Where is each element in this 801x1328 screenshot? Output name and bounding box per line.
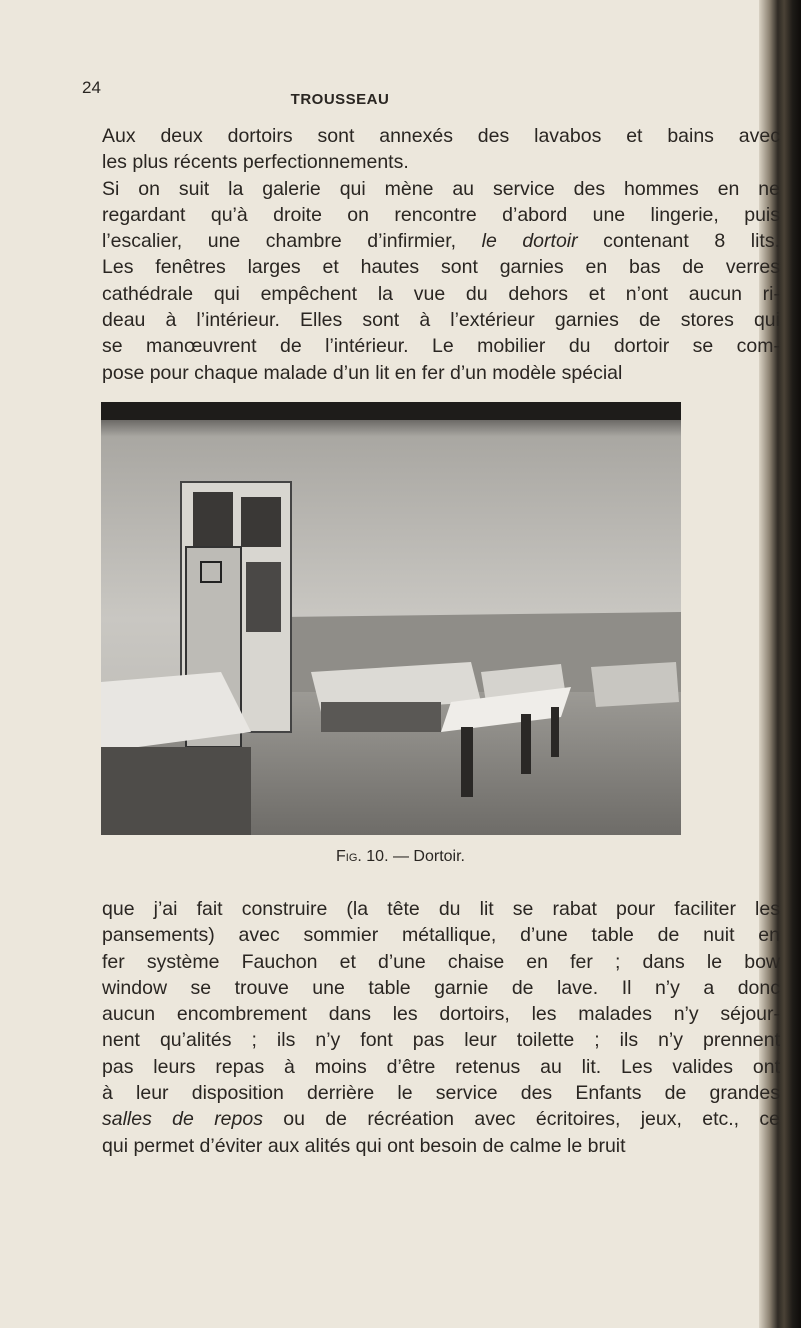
- running-title: TROUSSEAU: [290, 91, 390, 108]
- text-line: pansements) avec sommier métallique, d’une table de nuit en: [102, 924, 780, 947]
- text-line: fer système Fauchon et d’une chaise en fer ; dans le bow: [102, 950, 780, 973]
- text-line: les plus récents perfectionnements.: [102, 151, 409, 174]
- text-line: se manœuvrent de l’intérieur. Le mobilier du dortoir se com-: [102, 335, 780, 358]
- paragraph-2: [102, 896, 780, 1159]
- dormitory-photo: [101, 402, 681, 835]
- text-line: cathédrale qui empêchent la vue du dehors et n’ont aucun ri-: [102, 282, 780, 305]
- text-line: nent qu’alités ; ils n’y font pas leur toilette ; ils n’y prennent: [102, 1029, 780, 1052]
- text-line: l’escalier, une chambre d’infirmier, le dortoir contenant 8 lits.: [102, 230, 780, 253]
- figure-caption: [0, 848, 801, 866]
- figure-label: Fig. 10.: [336, 848, 389, 865]
- text-line: pose pour chaque malade d’un lit en fer d’un modèle spécial: [102, 361, 623, 384]
- text-line: qui permet d’éviter aux alités qui ont besoin de calme le bruit: [102, 1134, 626, 1157]
- paragraph-1: [102, 123, 780, 386]
- text-line: Si on suit la galerie qui mène au service des hommes en ne: [102, 177, 780, 200]
- text-line: salles de repos ou de récréation avec écritoires, jeux, etc., ce: [102, 1108, 780, 1131]
- text-line: à leur disposition derrière le service des Enfants de grandes: [102, 1082, 780, 1105]
- text-line: window se trouve une table garnie de lave. Il n’y a donc: [102, 976, 780, 999]
- text-line: Les fenêtres larges et hautes sont garnies en bas de verres: [102, 256, 780, 279]
- text-line: que j’ai fait construire (la tête du lit se rabat pour faciliter les: [102, 898, 780, 920]
- page-number: 24: [82, 78, 101, 97]
- text-line: regardant qu’à droite on rencontre d’abord une lingerie, puis: [102, 203, 780, 226]
- text-line: Aux deux dortoirs sont annexés des lavabos et bains avec: [102, 125, 780, 147]
- text-line: aucun encombrement dans les dortoirs, les malades n’y séjour-: [102, 1003, 780, 1026]
- text-line: pas leurs repas à moins d’être retenus au lit. Les valides ont: [102, 1055, 780, 1078]
- text-line: deau à l’intérieur. Elles sont à l’extérieur garnies de stores qui: [102, 309, 780, 332]
- figure-title: — Dortoir.: [392, 848, 465, 865]
